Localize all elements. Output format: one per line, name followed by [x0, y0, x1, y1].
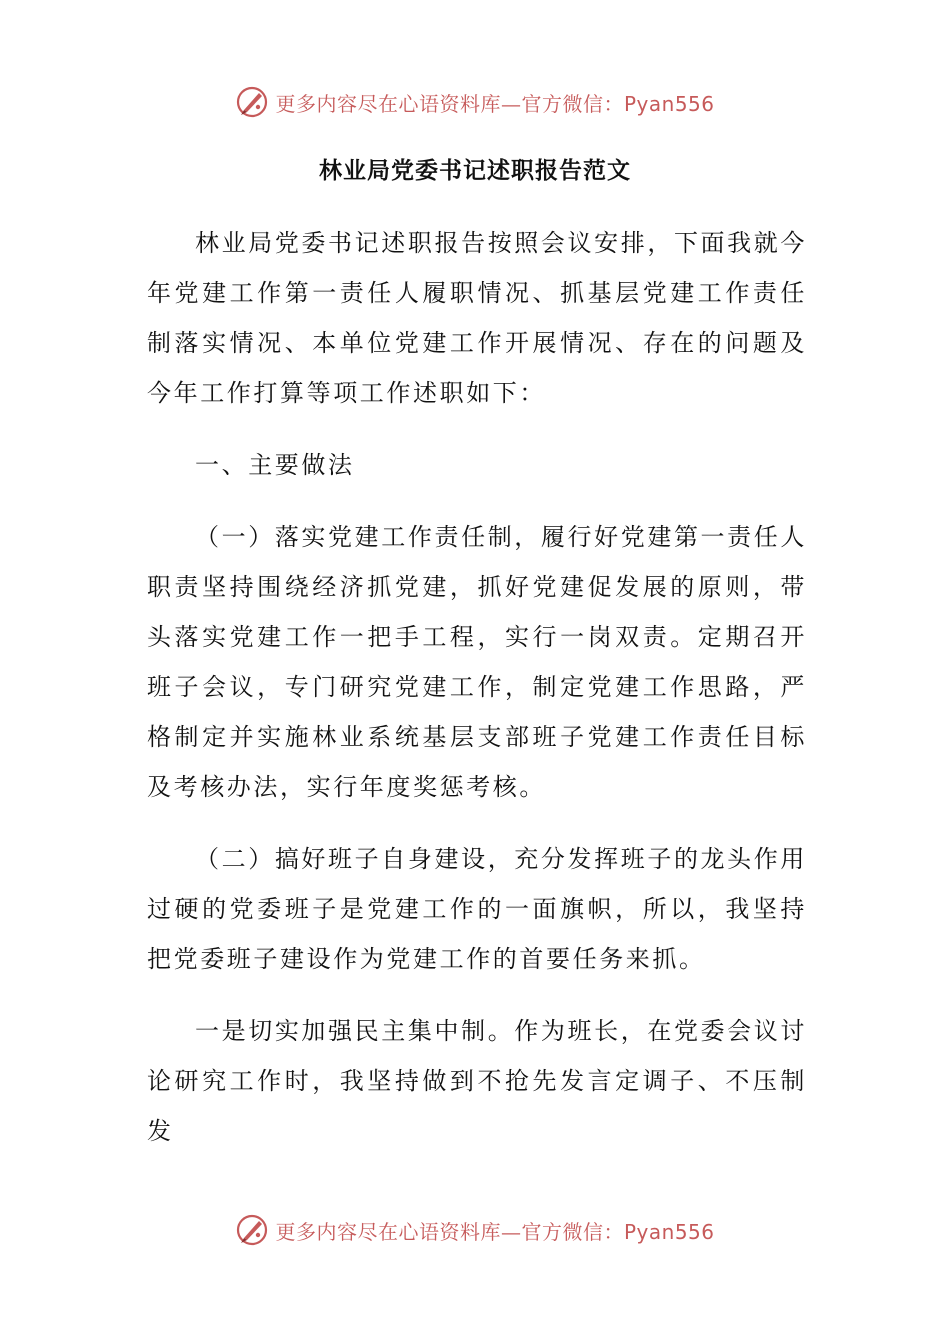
quill-circle-icon: [235, 1213, 269, 1247]
section-heading: 一、主要做法: [195, 451, 355, 479]
document-title: 林业局党委书记述职报告范文: [319, 157, 631, 184]
header-banner: [0, 82, 950, 122]
quill-circle-icon: [235, 85, 269, 119]
document-body: [147, 218, 807, 1156]
intro-paragraph: 林业局党委书记述职报告按照会议安排，下面我就今年党建工作第一责任人履职情况、抓基层党建工作责任制落实情况、本单位党建工作开展情况、存在的问题及今年工作打算等项工作述职如下：: [147, 229, 807, 407]
wechat-id: Pyan556: [623, 1219, 715, 1244]
subsection-paragraph: （二）搞好班子自身建设，充分发挥班子的龙头作用过硬的党委班子是党建工作的一面旗帜，所以，我坚持把党委班子建设作为党建工作的首要任务来抓。: [147, 845, 807, 973]
footer-banner: [0, 1210, 950, 1250]
wechat-id: Pyan556: [623, 91, 715, 116]
banner-text: 更多内容尽在心语资料库—官方微信：Pyan556: [275, 1219, 715, 1244]
body-paragraph: 一是切实加强民主集中制。作为班长，在党委会议讨论研究工作时，我坚持做到不抢先发言定调子、不压制发: [147, 1017, 807, 1145]
banner-text: 更多内容尽在心语资料库—官方微信：Pyan556: [275, 91, 715, 116]
subsection-paragraph: （一）落实党建工作责任制，履行好党建第一责任人职责坚持围绕经济抓党建，抓好党建促发展的原则，带头落实党建工作一把手工程，实行一岗双责。定期召开班子会议，专门研究党建工作，制定党建工作思路，严格制定并实施林业系统基层支部班子党建工作责任目标及考核办法，实行年度奖惩考核。: [147, 523, 807, 801]
